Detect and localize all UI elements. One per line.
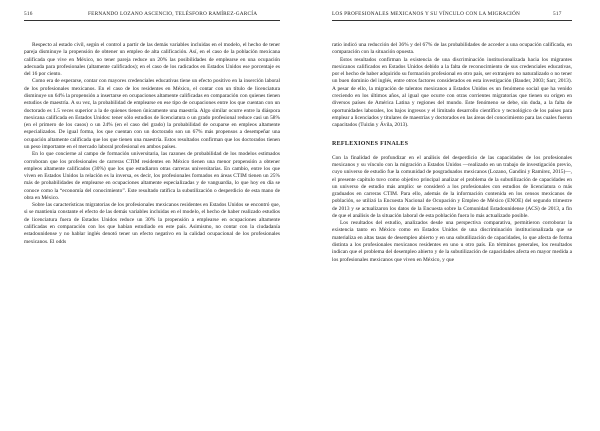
left-paragraph-3: En lo que concierne al campo de formación universitaria, las razones de probabilidad de los modelos estimados corroboran que los profesionales de carreras CTIM residentes en México tienen una menor propensión a obtener empleos altamente calificados (30%) que los que estudiaron otras carreras universitarias. En cambio, entre los que viven en Estados Unidos la relación es la inversa, es decir, los profesionales formados en áreas CTIM tienen un 25% más de probabilidades de emplearse en ocupaciones altamente especializadas y de vanguardia, lo que hoy en día se conoce como la “economía del conocimiento”. Este resultado ratifica la subutilización o desperdicio de esta mano de obra en México. <box>24 151 280 201</box>
left-paragraph-1: Respecto al estado civil, según el control a partir de las demás variables incluidas en el modelo, el hecho de tener pareja disminuye la propensión de obtener un empleo de alta calificación. Así, en el caso de la población mexicana calificada que vive en México, no tener pareja reduce un 20% las posibilidades de emplearse en una ocupación adecuada para profesionales (altamente calificados); en el caso de los radicados en Estados Unidos ese porcentaje es del 16 por ciento. <box>24 42 280 78</box>
right-paragraph-2: Estos resultados confirman la existencia de una discriminación institucionalizada hacia los migrantes mexicanos calificados en Estados Unidos debido a la falta de reconocimiento de sus credenciales educativas, por el hecho de haber adquirido su formación profesional en otro país, ser extranjero no naturalizado o no tener un buen dominio del inglés, entre otros factores considerados en esta investigación (Bauder, 2003; Sarr, 2013). A pesar de ello, la migración de talentos mexicanos a Estados Unidos es un fenómeno social que ha venido creciendo en los últimos años, al igual que ocurre con otras corrientes migratorias que tienen su origen en diversos países de América Latina y regiones del mundo. Este fenómeno se debe, sin duda, a la falta de oportunidades laborales, los bajos ingresos y el limitado desarrollo científico y tecnológico de los países para emplear a licenciados y titulares de maestrías y doctorados en las áreas del conocimiento para las cuales fueron capacitados (Tuirán y Ávila, 2013). <box>332 56 572 129</box>
right-paragraph-4: Los resultados del estudio, analizados desde una perspectiva comparativa, permitieron corroborar la existencia tanto en México como en Estados Unidos de una discriminación institucionalizada que se materializa en altas tasas de desempleo abierto y en una subutilización de capacidades, lo que afecta de forma distinta a los profesionales mexicanos residentes en uno u otro país. En términos generales, los resultados indican que el problema del desempleo abierto y de la subutilización de capacidades afecta en mayor medida a los profesionales mexicanos que viven en México, y que <box>332 220 572 263</box>
right-page <box>300 0 600 431</box>
left-running-head: FERNANDO LOZANO ASCENCIO, TELÉSFORO RAMÍREZ-GARCÍA <box>88 11 258 17</box>
right-header-rule <box>332 20 572 21</box>
right-page-number: 517 <box>553 11 562 17</box>
right-running-head: LOS PROFESIONALES MEXICANOS Y SU VÍNCULO CON LA MIGRACIÓN <box>332 11 521 17</box>
left-page-number: 516 <box>24 11 33 17</box>
left-paragraph-2: Como era de esperarse, contar con mayores credenciales educativas tiene un efecto positivo en la inserción laboral de los profesionales mexicanos. En el caso de los residentes en México, el contar con un título de licenciatura disminuye un 64% la propensión a insertarse en ocupaciones altamente calificadas en comparación con quienes tienen estudios de maestría. A su vez, la probabilidad de emplearse en ese tipo de ocupaciones entre los que cuentan con un doctorado es 1.5 veces superior a la de quienes tienen únicamente una maestría. Algo similar ocurre entre la diáspora mexicana calificada en Estados Unidos: tener sólo estudios de licenciatura o un grado profesional reduce casi un 58% (en el primero de los casos) o un 24% (en el caso del grado) la probabilidad de ocuparse en empleos altamente especializados. De igual forma, los que cuentan con un doctorado son un 67% más propensos a desempeñar una ocupación altamente calificada que los que tienen una maestría. Estos resultados confirman que los doctorados tienen un peso importante en el mercado laboral profesional en ambos países. <box>24 78 280 150</box>
left-body <box>24 42 280 246</box>
right-body <box>332 42 572 264</box>
right-paragraph-3: Con la finalidad de profundizar en el análisis del desperdicio de las capacidades de los profesionales mexicanos y su vínculo con la migración a Estados Unidos —realizado en un trabajo de investigación previo, cuyo universo de estudio fue la comunidad de posgraduados mexicanos (Lozano, Gandini y Ramírez, 2015)—, el presente capítulo tuvo como objetivo principal analizar el problema de la subutilización de capacidades en un universo de estudio más amplio: se consideró a los profesionales con estudios de licenciatura o más graduados en carreras CTIM. Para ello, además de la información contenida en los censos mexicanos de población, se utilizó la Encuesta Nacional de Ocupación y Empleo de México (ENOE) del segundo trimestre de 2013 y se actualizaron los datos de la Encuesta sobre la Comunidad Estadounidense (ACS) de 2013, a fin de que el análisis de la situación laboral de esta población fuera lo más actualizado posible. <box>332 154 572 219</box>
right-paragraph-1: ratio indicó una reducción del 36% y del 67% de las probabilidades de acceder a una ocupación calificada, en comparación con la situación opuesta. <box>332 42 572 56</box>
left-header-rule <box>24 20 280 21</box>
left-paragraph-4: Sobre las características migratorias de los profesionales mexicanos residentes en Estados Unidos se encontró que, si se mantienia constante el efecto de las demás variables incluidas en el modelo, el hecho de haber realizado estudios de licenciatura fuera de Estados Unidos reduce un 30% la propensión a emplearse en ocupaciones altamente calificadas en comparación con los que habían estudiado en este país. Asimismo, no contar con la ciudadanía estadounidense y no hablar inglés denotó tener un efecto negativo en la calidad ocupacional de los profesionales mexicanos. El odds <box>24 202 280 245</box>
section-title: REFLEXIONES FINALES <box>332 141 409 148</box>
